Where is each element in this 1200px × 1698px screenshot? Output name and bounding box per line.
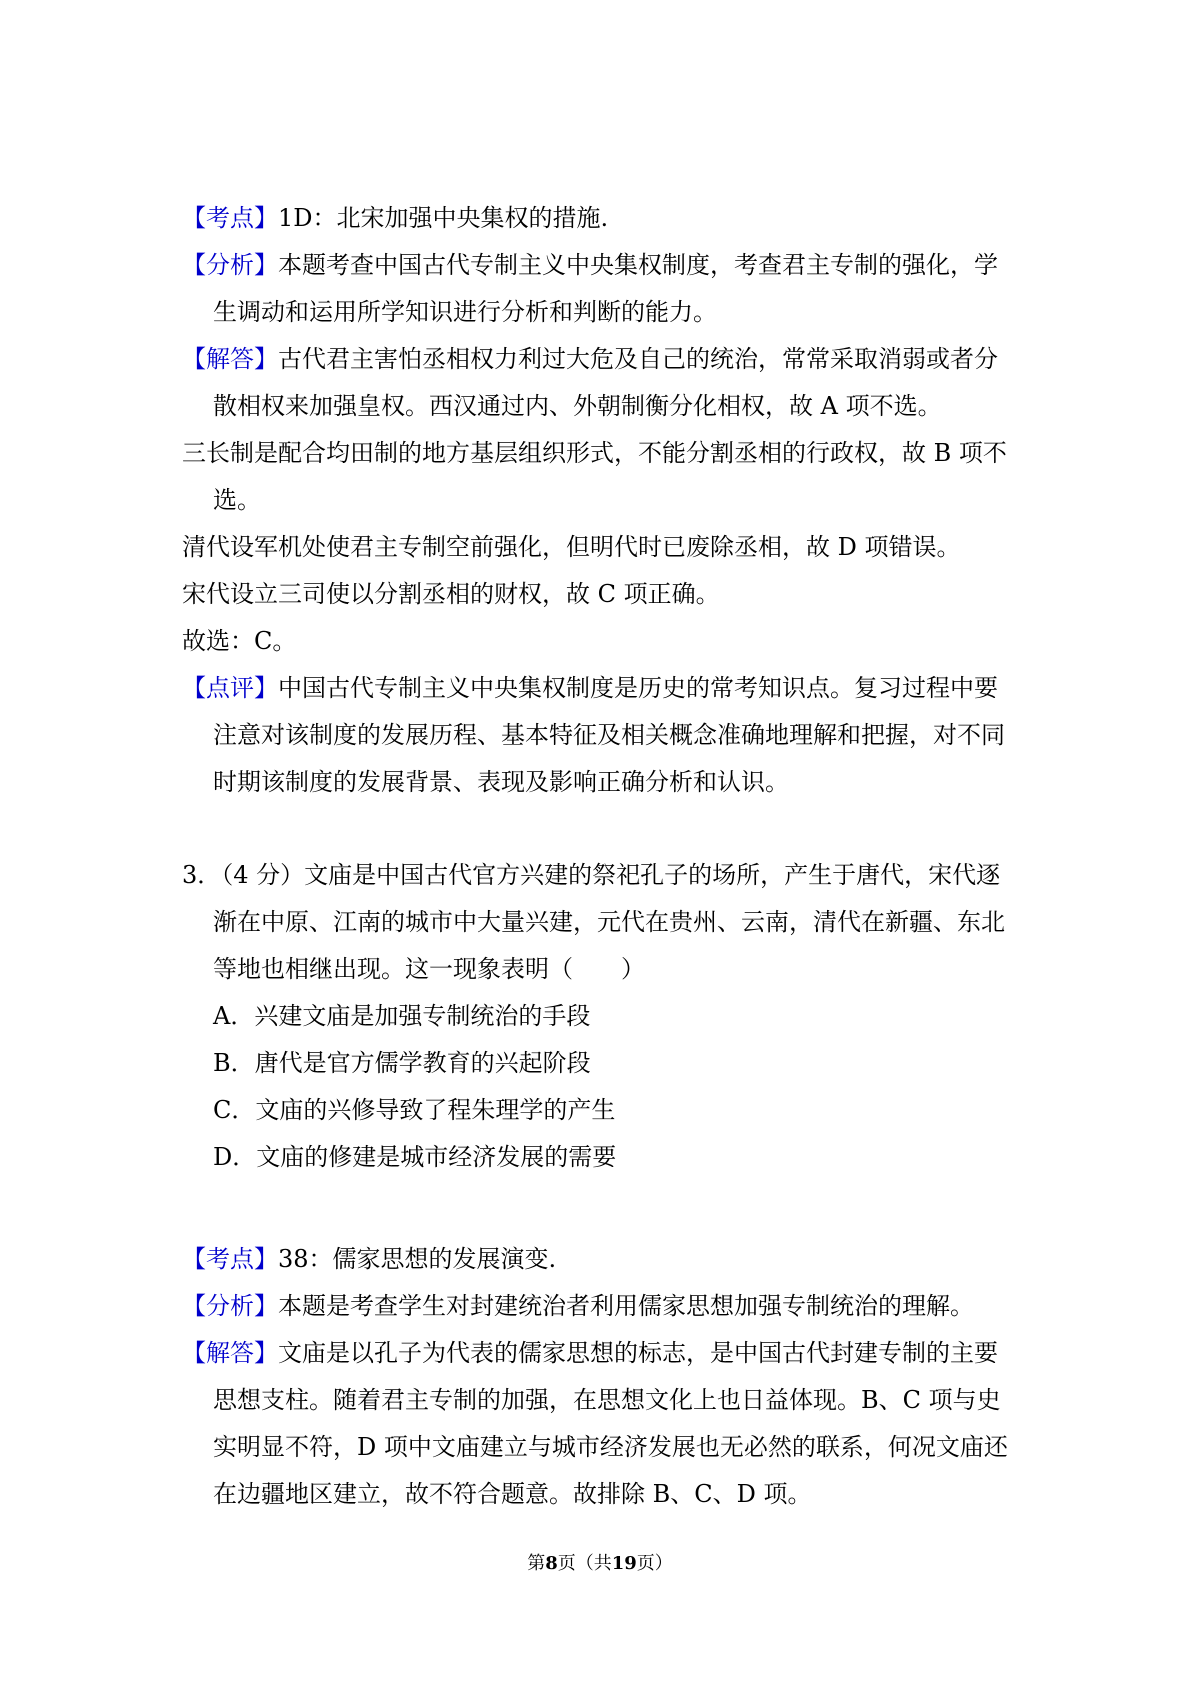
dianping-line <box>182 671 998 705</box>
jieda-line-2 <box>182 1336 998 1370</box>
option-c: C．文庙的兴修导致了程朱理学的产生 <box>213 1096 616 1124</box>
jieda-text-2: 文庙是以孔子为代表的儒家思想的标志，是中国古代封建专制的主要 <box>278 1339 998 1367</box>
dianping-continuation-2: 时期该制度的发展背景、表现及影响正确分析和认识。 <box>213 768 789 796</box>
question-stem-continuation-2: 等地也相继出现。这一现象表明（ ） <box>213 955 645 983</box>
option-a: A．兴建文庙是加强专制统治的手段 <box>213 1002 591 1030</box>
jieda-continuation-2c: 在边疆地区建立，故不符合题意。故排除 B、C、D 项。 <box>213 1480 812 1508</box>
jieda-text: 古代君主害怕丞相权力利过大危及自己的统治，常常采取消弱或者分 <box>278 345 998 373</box>
fenxi-line <box>182 248 998 282</box>
kaodian-tag: 【考点】 <box>182 204 278 232</box>
question-stem-continuation-1: 渐在中原、江南的城市中大量兴建，元代在贵州、云南，清代在新疆、东北 <box>213 908 1005 936</box>
jieda-continuation-2a: 思想支柱。随着君主专制的加强，在思想文化上也日益体现。B、C 项与史 <box>213 1386 1001 1414</box>
dianping-continuation-1: 注意对该制度的发展历程、基本特征及相关概念准确地理解和把握，对不同 <box>213 721 1005 749</box>
kaodian-line-2 <box>182 1242 556 1276</box>
fenxi-text: 本题考查中国古代专制主义中央集权制度，考查君主专制的强化，学 <box>278 251 998 279</box>
footer-total-pages: 19 <box>611 1553 637 1574</box>
kaodian-text-2: 38：儒家思想的发展演变. <box>278 1245 557 1273</box>
kaodian-tag-2: 【考点】 <box>182 1245 278 1273</box>
jieda-line <box>182 342 998 376</box>
paragraph-sanzhang: 三长制是配合均田制的地方基层组织形式，不能分割丞相的行政权，故 B 项不 <box>182 439 1007 467</box>
fenxi-tag-2: 【分析】 <box>182 1292 278 1320</box>
kaodian-text: 1D：北宋加强中央集权的措施. <box>278 204 609 232</box>
jieda-tag-2: 【解答】 <box>182 1339 278 1367</box>
paragraph-junjichu: 清代设军机处使君主专制空前强化，但明代时已废除丞相，故 D 项错误。 <box>182 533 961 561</box>
page-footer <box>0 1552 1200 1576</box>
kaodian-line <box>182 201 608 235</box>
dianping-tag: 【点评】 <box>182 674 278 702</box>
paragraph-sansi: 宋代设立三司使以分割丞相的财权，故 C 项正确。 <box>182 580 720 608</box>
footer-page-number: 8 <box>545 1553 558 1574</box>
question-stem: 3．（4 分）文庙是中国古代官方兴建的祭祀孔子的场所，产生于唐代，宋代逐 <box>182 861 1001 889</box>
paragraph-sanzhang-continuation: 选。 <box>213 486 261 514</box>
footer-suffix: 页） <box>636 1553 673 1574</box>
option-b: B．唐代是官方儒学教育的兴起阶段 <box>213 1049 591 1077</box>
footer-middle: 页（共 <box>557 1553 612 1574</box>
footer-prefix: 第 <box>527 1553 546 1574</box>
dianping-text: 中国古代专制主义中央集权制度是历史的常考知识点。复习过程中要 <box>278 674 998 702</box>
fenxi-text-2: 本题是考查学生对封建统治者利用儒家思想加强专制统治的理解。 <box>278 1292 974 1320</box>
answer-choice: 故选：C。 <box>182 627 297 655</box>
jieda-continuation: 散相权来加强皇权。西汉通过内、外朝制衡分化相权，故 A 项不选。 <box>213 392 942 420</box>
fenxi-tag: 【分析】 <box>182 251 278 279</box>
option-d: D．文庙的修建是城市经济发展的需要 <box>213 1143 617 1171</box>
jieda-tag: 【解答】 <box>182 345 278 373</box>
fenxi-continuation: 生调动和运用所学知识进行分析和判断的能力。 <box>213 298 717 326</box>
jieda-continuation-2b: 实明显不符，D 项中文庙建立与城市经济发展也无必然的联系，何况文庙还 <box>213 1433 1008 1461</box>
fenxi-line-2 <box>182 1289 974 1323</box>
